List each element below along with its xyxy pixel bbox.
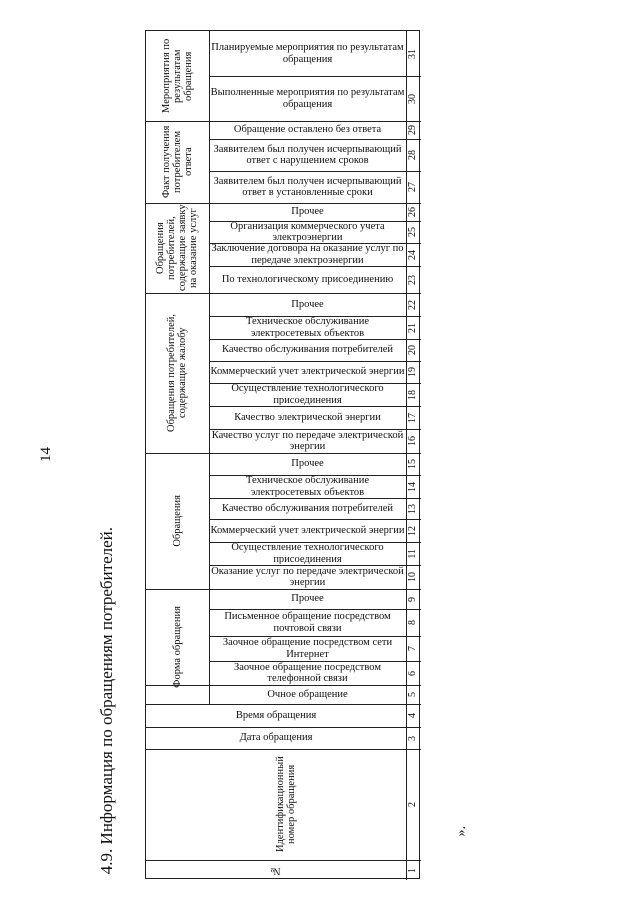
column-number-text: 15: [407, 459, 419, 469]
item-header-text: Качество обслуживания потребителей: [221, 502, 394, 514]
item-header: [210, 140, 405, 170]
column-number: [407, 727, 420, 749]
corner-header-text: №: [270, 864, 282, 876]
column-number: [407, 243, 420, 266]
item-header: [210, 407, 405, 428]
item-header: [210, 610, 405, 635]
item-header: [210, 340, 405, 360]
column-number-text: 6: [407, 670, 419, 676]
column-number-text: 19: [407, 367, 419, 377]
group-title-3-text: Обращения потребителей, содержащие жалобу: [166, 314, 189, 432]
column-number: [407, 121, 420, 139]
item-header-text: Письменное обращение посредством почтовой связи: [224, 611, 391, 634]
item-header: [210, 172, 405, 202]
column-number: [407, 661, 420, 685]
group-title-2-text: Обращения: [171, 495, 183, 547]
column-number-text: 1: [407, 867, 419, 873]
column-number-text: 29: [407, 125, 419, 135]
column-number-text: 14: [407, 481, 419, 492]
item-header: [210, 204, 405, 220]
column-number-text: 11: [407, 548, 419, 559]
item-header-text: Качество электрической энергии: [234, 411, 381, 423]
item-header: [210, 454, 405, 474]
column-number-text: 30: [407, 93, 419, 104]
id-header: [241, 749, 331, 860]
column-number-text: 25: [407, 227, 419, 237]
item-header: [210, 294, 405, 315]
item-header: [210, 637, 405, 660]
item-header: [210, 520, 405, 541]
column-number-text: 5: [407, 692, 419, 697]
column-number: [407, 76, 420, 121]
item-header-text: Осуществление технологического присоединения: [231, 384, 384, 405]
column-number: [407, 361, 420, 383]
group-title-4: [146, 203, 209, 293]
group-title-5-text: Факт получения потребителем ответа: [160, 125, 194, 199]
item-header: [210, 317, 405, 338]
column-number-text: 31: [407, 48, 419, 59]
item-header-text: Техническое обслуживание электросетевых объектов: [246, 317, 369, 338]
column-number-text: 3: [407, 735, 419, 741]
column-number-text: 9: [407, 596, 419, 602]
column-number-text: 12: [407, 525, 419, 536]
group-title-6: [146, 31, 209, 121]
item-header: [210, 244, 405, 265]
group-title-2: [146, 453, 209, 589]
item-header: [210, 566, 405, 588]
item-header-text: Заключение договора на оказание услуг по передаче электроэнергии: [211, 244, 404, 265]
column-number: [407, 406, 420, 429]
item-header-text: Выполненные мероприятия по результатам обращения: [210, 87, 405, 110]
column-number-text: 2: [407, 802, 419, 807]
column-number-text: 27: [407, 182, 419, 192]
column-number: [407, 139, 420, 171]
time-header: [146, 704, 406, 727]
item-header-text: Прочее: [291, 298, 324, 310]
group-title-1-text: Форма обращения: [171, 605, 183, 688]
item-header-text: Организация коммерческого учета электроэнергии: [230, 222, 385, 242]
column-number-text: 13: [407, 503, 419, 514]
item-header: [210, 384, 405, 405]
column-number: [407, 221, 420, 243]
item-header-text: Заявителем был получен исчерпывающий ответ с нарушением сроков: [213, 143, 402, 166]
column-number-text: 18: [407, 389, 419, 400]
item-header-text: Коммерческий учет электрической энергии: [210, 524, 405, 536]
item-header-text: Коммерческий учет электрической энергии: [210, 366, 405, 378]
column-number-text: 8: [407, 620, 419, 625]
item-header: [210, 590, 405, 608]
page-number: 14: [38, 447, 54, 462]
id-header-text: Идентификационный номер обращения: [274, 756, 297, 853]
item-header-text: Качество обслуживания потребителей: [221, 344, 394, 356]
column-number-text: 10: [407, 572, 419, 582]
item-header-text: По технологическому присоединению: [221, 273, 394, 285]
column-number: [407, 589, 420, 609]
item-header: [210, 543, 405, 564]
item-header-text: Оказание услуг по передаче электрической энергии: [211, 566, 404, 588]
item-header-text: Обращение оставлено без ответа: [233, 124, 382, 136]
column-number: [407, 749, 420, 860]
column-number: [407, 860, 420, 880]
column-number: [407, 519, 420, 542]
item-header-text: Очное обращение: [267, 688, 348, 700]
time-header-text: Время обращения: [235, 709, 317, 721]
column-number: [407, 685, 420, 704]
item-header: [210, 430, 405, 452]
column-number-text: 21: [407, 322, 419, 333]
item-header: [210, 476, 405, 497]
group-title-1: [146, 589, 209, 704]
group-title-4-text: Обращения потребителей, содержащие заявку на оказание услуг: [155, 204, 200, 292]
item-header-text: Прочее: [291, 206, 324, 218]
date-header-text: Дата обращения: [239, 732, 313, 744]
column-number: [407, 704, 420, 727]
column-number: [407, 383, 420, 406]
date-header: [146, 727, 406, 749]
column-number-text: 28: [407, 150, 419, 160]
column-number-text: 22: [407, 299, 419, 310]
item-header: [210, 267, 405, 292]
column-number-text: 26: [407, 207, 419, 217]
column-number: [407, 339, 420, 361]
item-header-text: Прочее: [291, 593, 324, 605]
item-header-text: Заочное обращение посредством сети Интернет: [222, 637, 393, 660]
item-header-text: Прочее: [291, 458, 324, 470]
column-number: [407, 636, 420, 661]
column-number: [407, 542, 420, 565]
appeals-table: [145, 30, 420, 879]
column-number: [407, 316, 420, 339]
section-title: 4.9. Информация по обращениям потребителей.: [97, 527, 116, 875]
item-header: [210, 686, 405, 703]
item-header: [210, 362, 405, 382]
column-number-text: 24: [407, 249, 419, 260]
item-header: [210, 32, 405, 75]
item-header-text: Заявителем был получен исчерпывающий ответ в установленные сроки: [213, 175, 402, 198]
item-header-text: Заочное обращение посредством телефонной связи: [234, 662, 381, 684]
column-number-text: 20: [407, 345, 419, 355]
column-number: [407, 453, 420, 475]
closing-mark: ».: [454, 826, 469, 837]
item-header-text: Планируемые мероприятия по результатам обращения: [211, 42, 404, 65]
group-title-6-text: Мероприятия по результатам обращения: [160, 38, 194, 114]
group-title-3: [146, 293, 209, 453]
item-header: [210, 77, 405, 120]
column-number: [407, 609, 420, 636]
column-number-text: 17: [407, 412, 419, 423]
column-number-text: 16: [407, 436, 419, 446]
item-header: [210, 499, 405, 518]
column-number: [407, 475, 420, 498]
column-number: [407, 266, 420, 293]
item-header-text: Качество услуг по передаче электрической энергии: [211, 430, 404, 452]
column-number: [407, 31, 420, 76]
item-header-text: Осуществление технологического присоединения: [231, 543, 384, 564]
column-number: [407, 498, 420, 519]
column-number: [407, 429, 420, 453]
group-title-5: [146, 121, 209, 203]
item-header-text: Техническое обслуживание электросетевых объектов: [246, 476, 369, 497]
column-number: [407, 171, 420, 203]
column-number-text: 4: [407, 713, 419, 718]
item-header: [210, 222, 405, 242]
column-number: [407, 293, 420, 316]
column-number-text: 23: [407, 274, 419, 285]
item-header: [210, 122, 405, 138]
item-header: [210, 662, 405, 684]
column-number: [407, 565, 420, 589]
column-number-text: 7: [407, 646, 419, 651]
corner-header: [246, 860, 306, 880]
column-number: [407, 203, 420, 221]
